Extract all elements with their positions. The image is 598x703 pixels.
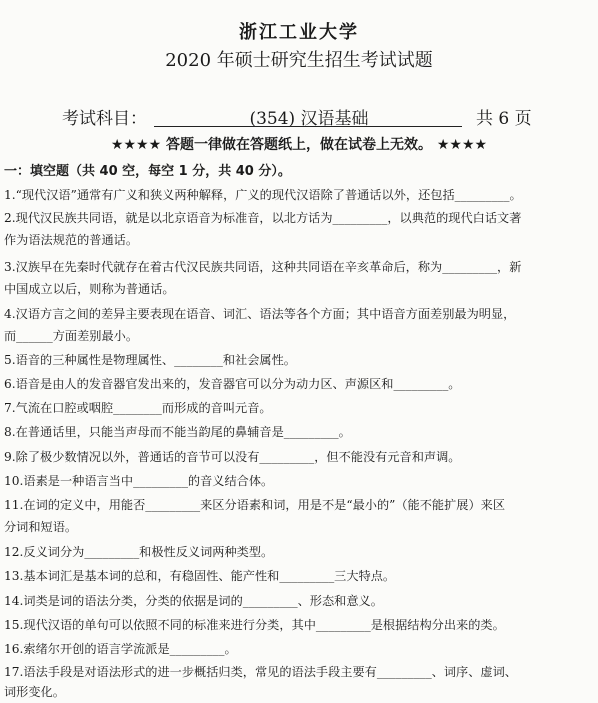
subject-row (62, 104, 562, 130)
question-3-line-1: 3.汉族早在先秦时代就存在着古代汉民族共同语，这种共同语在辛亥革命后，称为_________，新 (4, 260, 522, 274)
subject-label: 考试科目： (62, 109, 147, 129)
question-4-line-2: 而______方面差别最小。 (4, 329, 139, 343)
question-17-line-2: 词形变化。 (4, 685, 65, 699)
school-name: 浙江工业大学 (239, 22, 359, 43)
question-1-line-1: 1.“现代汉语”通常有广义和狭义两种解释，广义的现代汉语除了普通话以外，还包括_________。 (4, 188, 522, 202)
question-8: 8.在普通话里，只能当声母而不能当韵尾的鼻辅音是_________。 (4, 425, 351, 439)
question-9: 9.除了极少数情况以外，普通话的音节可以没有_________，但不能没有元音和声调。 (4, 450, 461, 464)
question-16: 16.索绪尔开创的语言学流派是_________。 (4, 642, 237, 656)
section-title: 一：填空题（共 40 空，每空 1 分，共 40 分）。 (4, 164, 291, 179)
page-count: 共 6 页 (476, 109, 532, 129)
question-2-line-1: 2.现代汉民族共同语，就是以北京语音为标准音，以北方话为_________，以典范的现代白话文著 (4, 211, 522, 225)
question-2-line-2: 作为语法规范的普通话。 (4, 233, 139, 247)
exam-title: 2020 年硕士研究生招生考试试题 (165, 50, 433, 71)
question-7: 7.气流在口腔或咽腔________而形成的音叫元音。 (4, 401, 272, 415)
question-10: 10.语素是一种语言当中_________的音义结合体。 (4, 474, 274, 488)
question-5: 5.语音的三种属性是物理属性、________和社会属性。 (4, 353, 296, 367)
question-12: 12.反义词分为_________和极性反义词两种类型。 (4, 545, 274, 559)
answer-warning: ★★★★ 答题一律做在答题纸上，做在试卷上无效。 ★★★★ (110, 137, 488, 153)
question-11-line-1: 11.在词的定义中，用能否_________来区分语素和词，用是不是“最小的”（能不能扩展）来区 (4, 498, 506, 512)
question-13: 13.基本词汇是基本词的总和，有稳固性、能产性和_________三大特点。 (4, 569, 396, 583)
question-15: 15.现代汉语的单句可以依照不同的标准来进行分类，其中_________是根据结构分出来的类。 (4, 618, 505, 632)
question-3-line-2: 中国成立以后，则称为普通话。 (4, 282, 175, 296)
subject-name: (354) 汉语基础 (249, 109, 369, 129)
question-17-line-1: 17.语法手段是对语法形式的进一步概括归类，常见的语法手段主要有_________、词序、虚词、 (4, 665, 517, 679)
question-6: 6.语音是由人的发音器官发出来的，发音器官可以分为动力区、声源区和_________。 (4, 377, 461, 391)
question-11-line-2: 分词和短语。 (4, 520, 78, 534)
question-4-line-1: 4.汉语方言之间的差异主要表现在语音、词汇、语法等各个方面；其中语音方面差别最为明显， (4, 307, 516, 321)
question-14: 14.词类是词的语法分类，分类的依据是词的_________、形态和意义。 (4, 594, 383, 608)
